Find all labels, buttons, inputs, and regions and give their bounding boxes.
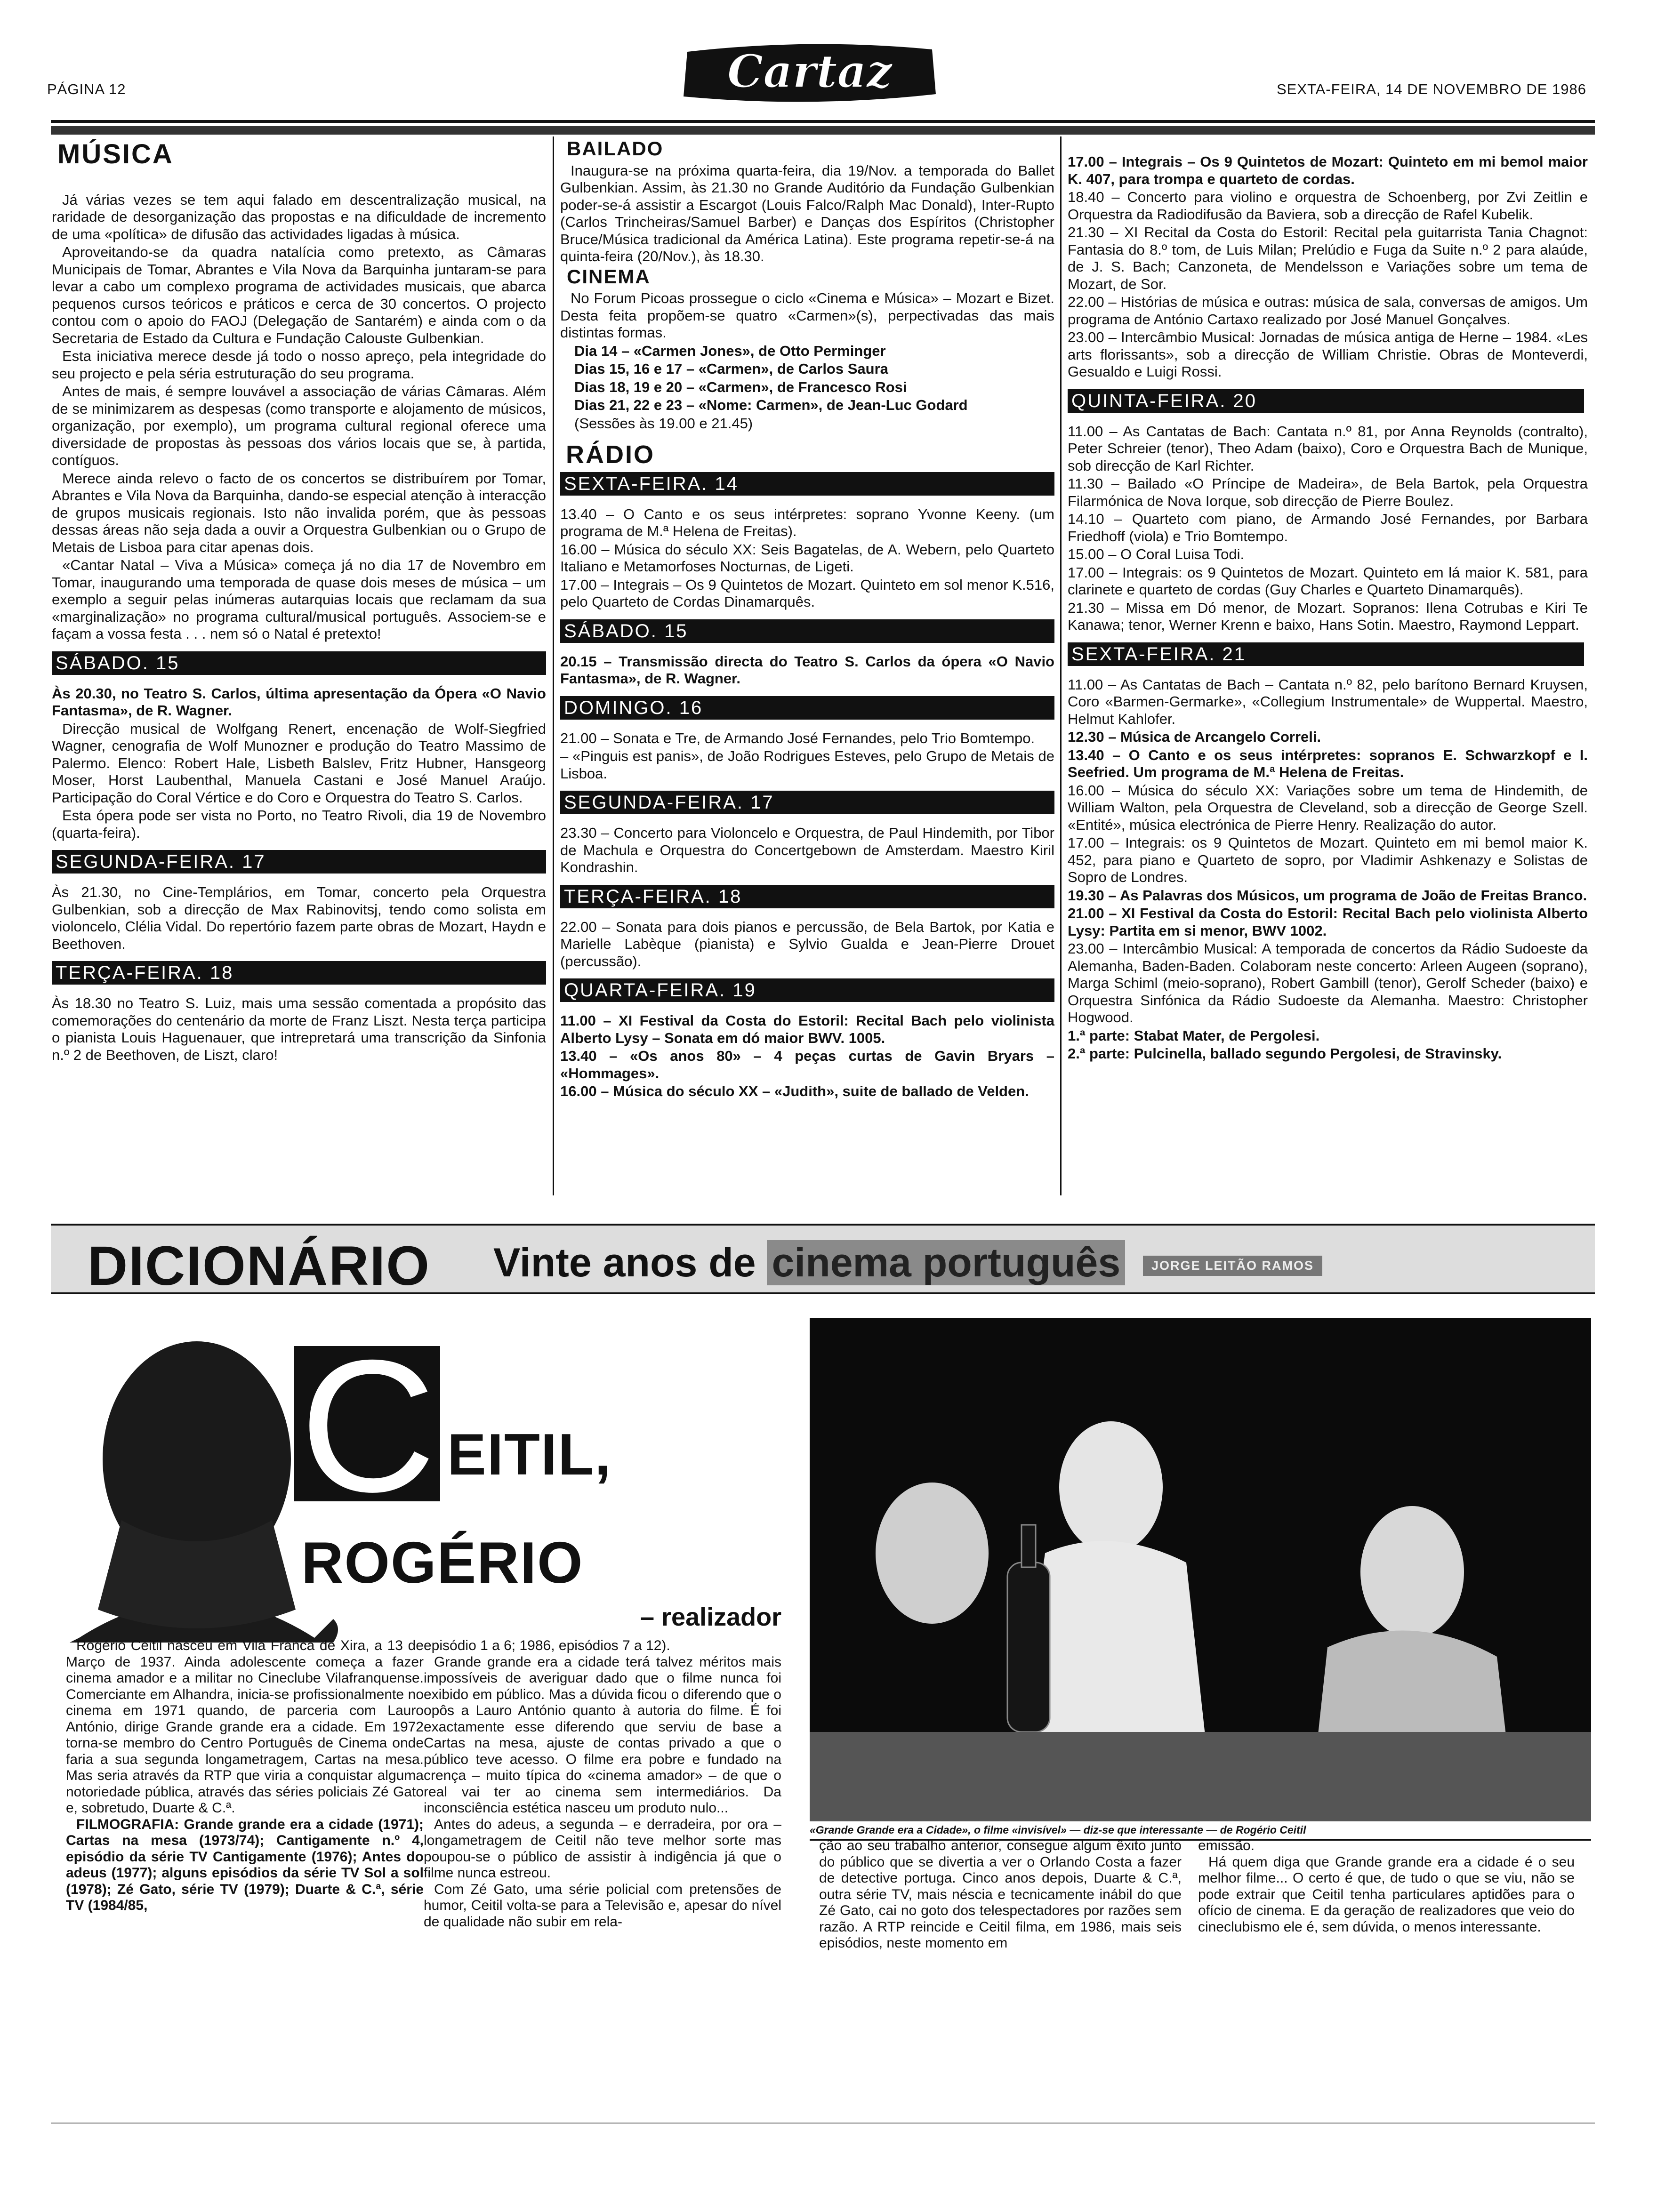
radio-item: 17.00 – Integrais: os 9 Quintetos de Mozart. Quinteto em lá maior K. 581, para clarinete e quarteto de cordas (Guy Charles e Quarteto Dinamarquês). xyxy=(1068,564,1588,598)
radio-item: 19.30 – As Palavras dos Músicos, um programa de João de Freitas Branco. xyxy=(1068,887,1587,904)
radio-item: 21.00 – Sonata e Tre, de Armando José Fernandes, pelo Trio Bomtempo. xyxy=(560,729,1035,746)
bio-column-1 xyxy=(66,1638,424,1914)
radio-item: 22.00 – Sonata para dois pianos e percussão, de Bela Bartok, por Katia e Marielle Labèque (pianista) e Sylvio Gualda e Jean-Pierre Drouet (percussão). xyxy=(560,918,1054,970)
issue-date: SEXTA-FEIRA, 14 DE NOVEMBRO DE 1986 xyxy=(1276,81,1586,97)
musica-event: Às 18.30 no Teatro S. Luiz, mais uma sessão comentada a propósito das comemorações do centenário da morte de Franz Liszt. Nesta terça participa o pianista Louis Haguenauer, que intrepretará uma transcrição da Sinfonia n.º 2 de Beethoven, de Liszt, claro! xyxy=(52,995,546,1063)
radio-item: 21.00 – XI Festival da Costa do Estoril: Recital Bach pelo violinista Alberto Lysy: Partita em si menor, BWV 1002. xyxy=(1068,905,1588,939)
day-bar-sabado: SÁBADO. 15 xyxy=(52,651,546,675)
radio-item: 23.00 – Intercâmbio Musical: Jornadas de música antiga de Herne – 1984. «Les arts florissants», sob a direcção de William Christie. Obras de Monteverdi, Gesualdo e Luigi Rossi. xyxy=(1068,329,1588,380)
day-bar-domingo: DOMINGO. 16 xyxy=(560,696,1054,720)
radio-item: 17.00 – Integrais – Os 9 Quintetos de Mozart: Quinteto em mi bemol maior K. 407, para trompa e quarteto de cordas. xyxy=(1068,153,1588,187)
musica-paragraph: Aproveitando-se da quadra natalícia como pretexto, as Câmaras Municipais de Tomar, Abrantes e Vila Nova da Barquinha juntaram-se para levar a cabo um complexo programa de actividades musicais, que abarca pequenos cursos teóricos e práticos e cerca de 30 concertos. O projecto contou com o apoio do FAOJ (Delegação de Santarém) e ainda com o da Secretaria de Estado da Cultura e Fundação Calouste Gulbenkian. xyxy=(52,244,546,346)
day-bar-sexta: SEXTA-FEIRA. 14 xyxy=(560,472,1054,496)
radio-item: 20.15 – Transmissão directa do Teatro S. Carlos da ópera «O Navio Fantasma», de R. Wagner. xyxy=(560,653,1054,687)
radio-item: 16.00 – Música do século XX – «Judith», suite de ballado de Velden. xyxy=(560,1083,1029,1099)
bio-paragraph: Grande grande era a cidade terá talvez méritos mais impossíveis de averiguar dado que o filme nunca foi exibido em público. Mas a dúvida ficou o diferendo que o opôs a Lauro António quanto à autoria do filme. É foi exactamente esse diferendo que serviu de base a Cartas na mesa, ajuste de contas privado a que o público teve acesso. O filme era pobre e fundado na crença – muito típica do «cinema amador» – de que o real vai ter ao cinema sem intermediários. Da inconsciência estética nasceu um produto nulo... xyxy=(424,1654,781,1816)
bio-paragraph: Há quem diga que Grande grande era a cidade é o seu melhor filme... O certo é que, de tudo o que se viu, não se pode extrair que Ceitil tenha particulares aptidões para o ofício de cinema. E da geração de realizadores que veio do cineclubismo ele é, sem dúvida, o menos interessante. xyxy=(1198,1854,1575,1935)
musica-paragraph: Já várias vezes se tem aqui falado em descentralização musical, na raridade de desorganização das propostas e na dificuldade de incremento de uma «política» de difusão das actividades ligadas à música. xyxy=(52,191,546,242)
radio-item: 16.00 – Música do século XX: Variações sobre um tema de Hindemith, de William Walton, pela Orquestra de Cleveland, sob a direcção de George Szell. «Entité», música electrónica de Pierre Henry. Realização do autor. xyxy=(1068,782,1588,833)
cinema-title: CINEMA xyxy=(567,265,651,288)
radio-item: 23.00 – Intercâmbio Musical: A temporada de concertos da Rádio Sudoeste da Alemanha, Baden-Baden. Colaboram neste concerto: Arleen Augeen (soprano), Marga Schiml (meio-soprano), Robert Gambill (tenor), Gerolf Scheder (baixo) e Orquestra Sinfónica da Rádio Sudoeste da Alemanha. Maestro: Christopher Hogwood. xyxy=(1068,940,1588,1026)
musica-paragraph: «Cantar Natal – Viva a Música» começa já no dia 17 de Novembro em Tomar, inaugurando uma temporada de quase dois meses de música – um exemplo a seguir pelas inúmeras autarquias locais que reclamam da sua «marginalização» no programa cultural/musical português. Associem-se e façam a vossa festa . . . nem só o Natal é pretexto! xyxy=(52,557,546,642)
radio-item: 23.30 – Concerto para Violoncelo e Orquestra, de Paul Hindemith, por Tibor de Machula e Orquestra do Concertgebown de Amsterdam. Maestro Kiril Kondrashin. xyxy=(560,825,1054,875)
radio-item: 18.40 – Concerto para violino e orquestra de Schoenberg, por Zvi Zeitlin e Orquestra da Radiodifusão da Baviera, sob a direcção de Rafel Kubelik. xyxy=(1068,189,1588,223)
radio-item: 13.40 – «Os anos 80» – 4 peças curtas de Gavin Bryars – «Hommages». xyxy=(560,1048,1054,1082)
cinema-list-item: Dias 15, 16 e 17 – «Carmen», de Carlos Saura xyxy=(574,361,888,377)
bio-column-3 xyxy=(819,1838,1182,1952)
bio-paragraph: Antes do adeus, a segunda – e derradeira, por ora – longametragem de Ceitil não teve melhor sorte mas poupou-se o público de assistir à indigência já que o filme nunca estreou. xyxy=(424,1816,781,1881)
bio-paragraph: episódio 1 a 6; 1986, episódios 7 a 12). xyxy=(424,1638,670,1653)
bio-column-2 xyxy=(424,1638,781,1930)
dicionario-title: DICIONÁRIO xyxy=(88,1235,430,1297)
page-number: PÁGINA 12 xyxy=(47,81,126,97)
day-bar-terca: TERÇA-FEIRA. 18 xyxy=(52,961,546,985)
radio-item: 11.30 – Bailado «O Príncipe de Madeira», de Bela Bartok, pela Orquestra Filarmónica de Nova Iorque, sob direcção de Pierre Boulez. xyxy=(1068,475,1588,509)
radio-item: 17.00 – Integrais: os 9 Quintetos de Mozart. Quinteto em mi bemol maior K. 452, para piano e Quarteto de sopro, por Vladimir Ashkenazy e Solistas de Sopro de Londres. xyxy=(1068,834,1588,885)
entry-surname: EITIL, xyxy=(447,1422,612,1487)
musica-paragraph: Antes de mais, é sempre louvável a associação de várias Câmaras. Além de se minimizarem as despesas (como transporte e alojamento de músicos, organização, por exemplo), um programa cultural regional oferece uma diversidade de propostas às pessoas dos vários locais que se, à partida, contíguos. xyxy=(52,383,546,468)
photo-caption: «Grande Grande era a Cidade», o filme «invisível» — diz-se que interessante — de Rogério Ceitil xyxy=(810,1824,1591,1841)
day-bar-segunda: SEGUNDA-FEIRA. 17 xyxy=(52,850,546,874)
dicionario-banner xyxy=(51,1224,1595,1297)
musica-paragraph: Esta iniciativa merece desde já todo o nosso apreço, pela integridade do seu projecto e pela séria estruturação do seu programa. xyxy=(52,348,546,382)
radio-item: 14.10 – Quarteto com piano, de Armando José Fernandes, por Barbara Friedhoff (viola) e Trio Bomtempo. xyxy=(1068,511,1588,545)
radio-item: 13.40 – O Canto e os seus intérpretes: sopranos E. Schwarzkopf e I. Seefried. Um programa de M.ª Helena de Freitas. xyxy=(1068,746,1588,780)
radio-item: 2.ª parte: Pulcinella, ballado segundo Pergolesi, de Stravinsky. xyxy=(1068,1045,1502,1062)
cinema-list-item: Dias 21, 22 e 23 – «Nome: Carmen», de Jean-Luc Godard xyxy=(574,397,968,413)
musica-event-detail: Direcção musical de Wolfgang Renert, encenação de Wolf-Siegfried Wagner, cenografia de Wolf Munozner e produção do Teatro Massimo de Palermo. Elenco: Robert Hale, Lisbeth Balslev, Fritz Hubner, Hansgeorg Moser, Horst Laubenthal, Manuela Castani e José Manuel Araújo. Participação do Coral Vértice e do Coro e Orquestra do Teatro S. Carlos. xyxy=(52,720,546,806)
entry-role: – realizador xyxy=(640,1603,782,1631)
musica-event: Às 20.30, no Teatro S. Carlos, última apresentação da Ópera «O Navio Fantasma», de R. Wagner. xyxy=(52,685,546,719)
day-bar-terca: TERÇA-FEIRA. 18 xyxy=(560,885,1054,908)
radio-item: 22.00 – Histórias de música e outras: música de sala, conversas de amigos. Um programa de António Cartaxo realizado por José Manuel Gonçalves. xyxy=(1068,294,1588,328)
header-band xyxy=(51,126,1595,135)
dicionario-subtitle xyxy=(493,1240,1125,1286)
bio-paragraph: Com Zé Gato, uma série policial com pretensões de humor, Ceitil volta-se para a Televisão e, apesar do nível de qualidade não subir em rela- xyxy=(424,1881,781,1930)
radio-item: 12.30 – Música de Arcangelo Correli. xyxy=(1068,729,1321,745)
cartaz-logo xyxy=(678,33,941,113)
bailado-cinema-radio-column xyxy=(560,136,1054,1101)
dicionario-subtitle-b: cinema português xyxy=(767,1240,1125,1285)
filmografia: FILMOGRAFIA: Grande grande era a cidade (1971); Cartas na mesa (1973/74); Cantigamente n.º 4, episódio da série TV Cantigamente (1976); Antes do adeus (1977); alguns episódios da série TV Sol a sol (1978); Zé Gato, série TV (1979); Duarte & C.ª, série TV (1984/85, xyxy=(66,1816,424,1913)
radio-item: 16.00 – Música do século XX: Seis Bagatelas, de A. Webern, pelo Quarteto Italiano e Metamorfoses Nocturnas, de Ligeti. xyxy=(560,541,1054,575)
bailado-text: Inaugura-se na próxima quarta-feira, dia 19/Nov. a temporada do Ballet Gulbenkian. Assim, às 21.30 no Grande Auditório da Fundação Gulbenkian poder-se-á assistir a Escargot (Louis Falco/Ralph Mac Donald), Inter-Rupto (Carlos Trincheiras/Samuel Barber) e Danças dos Espíritos (Christopher Bruce/Música tradicional da América Latina). Este programa repetir-se-á na quinta-feira (20/Nov.), às 18.30. xyxy=(560,162,1054,264)
day-bar-segunda: SEGUNDA-FEIRA. 17 xyxy=(560,791,1054,814)
bio-paragraph: emissão. xyxy=(1198,1838,1255,1853)
radio-item: 17.00 – Integrais – Os 9 Quintetos de Mozart. Quinteto em sol menor K.516, pelo Quarteto de Cordas Dinamarquês. xyxy=(560,576,1054,610)
day-bar-sabado: SÁBADO. 15 xyxy=(560,619,1054,643)
musica-event-detail: Esta ópera pode ser vista no Porto, no Teatro Rivoli, dia 19 de Novembro (quarta-feira). xyxy=(52,807,546,841)
entry-firstname: ROGÉRIO xyxy=(301,1531,584,1595)
bio-paragraph: ção ao seu trabalho anterior, consegue algum êxito junto do público que se divertia a ver o Orlando Costa a fazer de detective portuga. Cinco anos depois, Duarte & C.ª, outra série TV, mais néscia e tecnicamente inábil do que Zé Gato, cai no goto dos telespectadores por razões sem razão. A RTP reincide e Ceitil filma, em 1986, mais seis episódios, neste momento em xyxy=(819,1838,1182,1951)
cinema-sessions: (Sessões às 19.00 e 21.45) xyxy=(574,415,753,432)
header-rule xyxy=(51,120,1595,123)
dicionario-subtitle-a: Vinte anos de xyxy=(493,1240,767,1285)
column-divider xyxy=(553,136,554,1195)
day-bar-quinta: QUINTA-FEIRA. 20 xyxy=(1068,389,1584,413)
radio-item: 11.00 – As Cantatas de Bach: Cantata n.º 81, por Anna Reynolds (contralto), Peter Schreier (tenor), Theo Adam (baixo), Coro e Orquestra Bach de Munique, sob direcção de Karl Richter. xyxy=(1068,423,1588,474)
radio-item: 11.00 – As Cantatas de Bach – Cantata n.º 82, pelo barítono Bernard Kruysen, Coro «Barmen-Germarke», «Collegium Instrumentale» de Wuppertal. Maestro, Helmut Kahlofer. xyxy=(1068,676,1588,727)
musica-paragraph: Merece ainda relevo o facto de os concertos se distribuírem por Tomar, Abrantes e Vila Nova da Barquinha, dando-se especial atenção à interacção de grupos musicais regionais. Isto não invalida porém, que às pessoas dessas áreas não seja dada a ouvir a Orquestra Gulbenkian ou o Grupo de Metais de Lisboa para citar apenas dois. xyxy=(52,470,546,555)
musica-column xyxy=(52,136,546,1065)
bio-column-4 xyxy=(1198,1838,1575,1935)
entry-initial: C xyxy=(300,1321,436,1531)
radio-item: 21.30 – XI Recital da Costa do Estoril: Recital pela guitarrista Tania Chagnot: Fantasia do 8.º tom, de Luis Milan; Prelúdio e Fuga da Suite n.º 2 para alaúde, de J. S. Bach; Canzoneta, de Mendelsson e Variações sobre um tema de Mozart, de Sor. xyxy=(1068,224,1588,292)
logo-text: Cartaz xyxy=(727,45,893,98)
radio-item: 21.30 – Missa em Dó menor, de Mozart. Sopranos: Ilena Cotrubas e Kiri Te Kanawa; tenor, Werner Krenn e baixo, Hans Sotin. Maestro, Raymond Leppart. xyxy=(1068,599,1588,633)
day-bar-quarta: QUARTA-FEIRA. 19 xyxy=(560,978,1054,1002)
radio-item: 13.40 – O Canto e os seus intérpretes: soprano Yvonne Keeny. (um programa de M.ª Helena de Freitas). xyxy=(560,505,1054,539)
radio-item: – «Pinguis est panis», de João Rodrigues Esteves, pelo Grupo de Metais de Lisboa. xyxy=(560,748,1054,782)
radio-title: RÁDIO xyxy=(566,441,655,469)
dicionario-author: JORGE LEITÃO RAMOS xyxy=(1143,1256,1322,1276)
radio-continued-column xyxy=(1068,136,1588,1064)
bottom-rule xyxy=(51,2123,1595,2124)
film-still-photo xyxy=(810,1318,1591,1821)
cinema-list-item: Dia 14 – «Carmen Jones», de Otto Perminger xyxy=(574,342,886,359)
musica-title: MÚSICA xyxy=(57,139,174,169)
radio-item: 15.00 – O Coral Luisa Todi. xyxy=(1068,546,1245,562)
column-divider xyxy=(1060,136,1062,1195)
day-bar-sexta-21: SEXTA-FEIRA. 21 xyxy=(1068,642,1584,666)
cinema-text: No Forum Picoas prossegue o ciclo «Cinema e Música» – Mozart e Bizet. Desta feita propõem-se quatro «Carmen»(s), perpectivadas das mais distintas formas. xyxy=(560,290,1054,341)
radio-item: 11.00 – XI Festival da Costa do Estoril: Recital Bach pelo violinista Alberto Lysy – Sonata em dó maior BWV. 1005. xyxy=(560,1012,1054,1046)
cinema-list-item: Dias 18, 19 e 20 – «Carmen», de Francesco Rosi xyxy=(574,378,907,395)
radio-item: 1.ª parte: Stabat Mater, de Pergolesi. xyxy=(1068,1027,1320,1044)
musica-event: Às 21.30, no Cine-Templários, em Tomar, concerto pela Orquestra Gulbenkian, sob a direcção de Max Rabinovitsj, tendo como solista em violoncelo, Clélia Vidal. Do repertório fazem parte obras de Mozart, Haydn e Beethoven. xyxy=(52,884,546,952)
entry-initial-box xyxy=(294,1321,440,1531)
bailado-title: BAILADO xyxy=(567,137,664,160)
bio-paragraph: Rogério Ceitil nasceu em Vila Franca de Xira, a 13 de Março de 1937. Ainda adolescente começa a fazer cinema amador e a militar no Cineclube Vilafranquense. Comerciante em Alhandra, inicia-se profissionalmente no cinema em 1971 quando, de parceria com Lauro António, dirige Grande grande era a cidade. Em 1972 torna-se membro do Centro Português de Cinema onde faria a sua segunda longametragem, Cartas na mesa. Mas seria através da RTP que viria a conquistar alguma notoriedade pública, através das séries policiais Zé Gato e, sobretudo, Duarte & C.ª. xyxy=(66,1638,424,1816)
